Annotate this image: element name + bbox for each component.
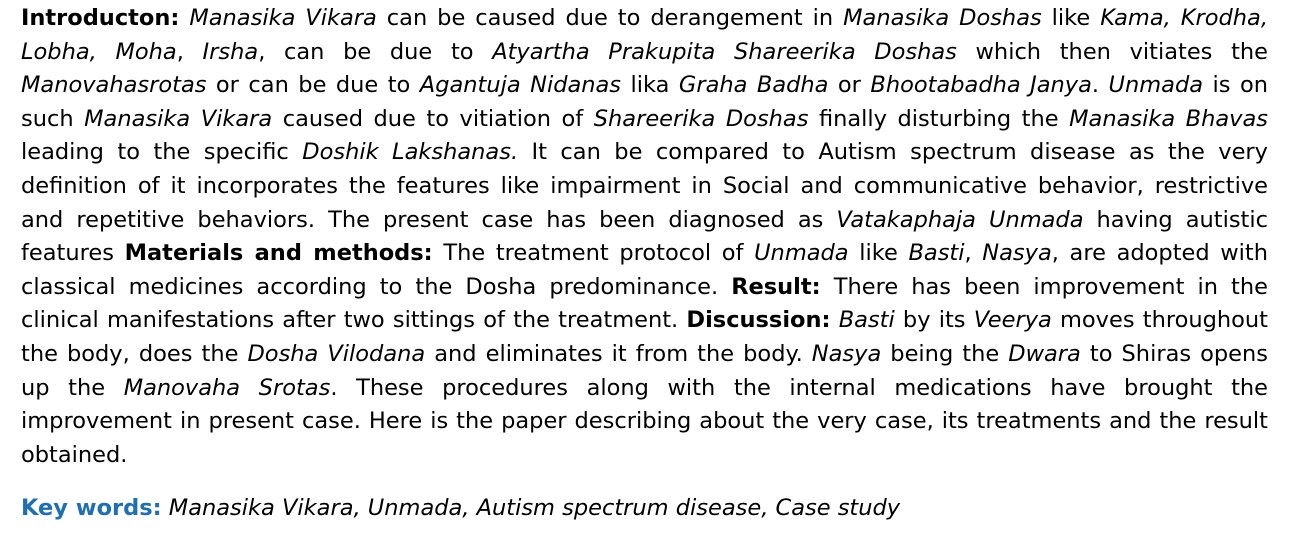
italic-term: Shareerika Doshas [593, 105, 809, 132]
body-text: and eliminates it from the body. [425, 340, 812, 367]
italic-term: Nasya [982, 240, 1052, 267]
body-text [179, 5, 189, 31]
body-text: or [828, 72, 871, 99]
body-text: , [964, 240, 983, 267]
body-text: , can be due to [258, 38, 493, 65]
keywords-line [21, 492, 1268, 526]
body-text: which then vitiates the [956, 38, 1268, 65]
body-text: to Shiras opens up the [21, 340, 1269, 401]
body-text: It can be compared to Autism spectrum disease as the very definition of it incorporates the features like impairment in Social and communicative behavior, restrictive and repetitive behaviors. The present case has been diagnosed as [21, 139, 1268, 233]
italic-term: Basti [908, 240, 965, 267]
section-label-discussion: Discussion: [686, 307, 831, 334]
body-text: being the [881, 340, 1009, 367]
italic-term: Unmada [1108, 72, 1204, 99]
italic-term: Manasika Bhavas [1069, 105, 1268, 132]
body-text: The treatment protocol of [432, 240, 755, 267]
italic-term: Kama, Krodha, Lobha, Moha [21, 5, 1268, 65]
italic-term: Bhootabadha Janya [870, 72, 1092, 99]
body-text: . These procedures along with the internal medications have brought the improvement in present case. Here is the paper describing about the very case, its treatments and the result obtained. [21, 374, 1268, 468]
italic-term: Basti [838, 307, 895, 334]
body-text: caused due to vitiation of [272, 105, 594, 132]
body-text: , are adopted with classical medicines according to the Dosha predominance. [21, 240, 1269, 300]
body-text: is on such [21, 72, 1268, 132]
body-text: , [176, 38, 203, 65]
body-text: having autistic features [21, 206, 1268, 267]
section-label-result: Result: [731, 273, 821, 300]
italic-term: Dosha Vilodana [247, 340, 426, 367]
keywords-label: Key words: [21, 495, 162, 522]
section-label-materials-methods: Materials and methods: [124, 240, 433, 267]
body-text: by its [894, 307, 974, 334]
body-text: moves throughout the body, does the [21, 307, 1269, 367]
italic-term: Manasika Doshas [843, 5, 1042, 31]
italic-term: Graha Badha [678, 72, 829, 99]
italic-term: Manovahasrotas [21, 72, 207, 99]
body-text: or can be due to [206, 72, 420, 99]
italic-term: Vatakaphaja Unmada [836, 206, 1084, 233]
body-text [831, 307, 839, 333]
keywords-list: Manasika Vikara, Unmada, Autism spectrum disease, Case study [168, 495, 901, 522]
body-text: leading to the specific [21, 139, 303, 166]
italic-term: Nasya [811, 340, 882, 367]
italic-term: Agantuja Nidanas [419, 72, 622, 99]
body-text: like [848, 240, 909, 267]
italic-term: Veerya [973, 307, 1052, 334]
abstract-paragraph [21, 2, 1268, 472]
italic-term: Manasika Vikara [189, 5, 377, 31]
body-text: lika [621, 72, 679, 99]
body-text: like [1041, 5, 1101, 31]
italic-term: Irsha [202, 38, 259, 65]
italic-term: Dwara [1008, 340, 1081, 367]
body-text: There has been improvement in the clinical manifestations after two sittings of the treatment. [21, 273, 1268, 334]
section-label-introduction: Introducton: [21, 5, 180, 31]
italic-term: Unmada [754, 240, 849, 267]
italic-term: Doshik Lakshanas. [302, 139, 519, 166]
body-text: can be caused due to derangement in [376, 5, 844, 31]
italic-term: Manasika Vikara [84, 105, 273, 132]
body-text: . [1091, 72, 1109, 99]
italic-term: Manovaha Srotas [123, 374, 331, 401]
body-text: finally disturbing the [808, 105, 1070, 132]
italic-term: Atyartha Prakupita Shareerika Doshas [492, 38, 957, 65]
